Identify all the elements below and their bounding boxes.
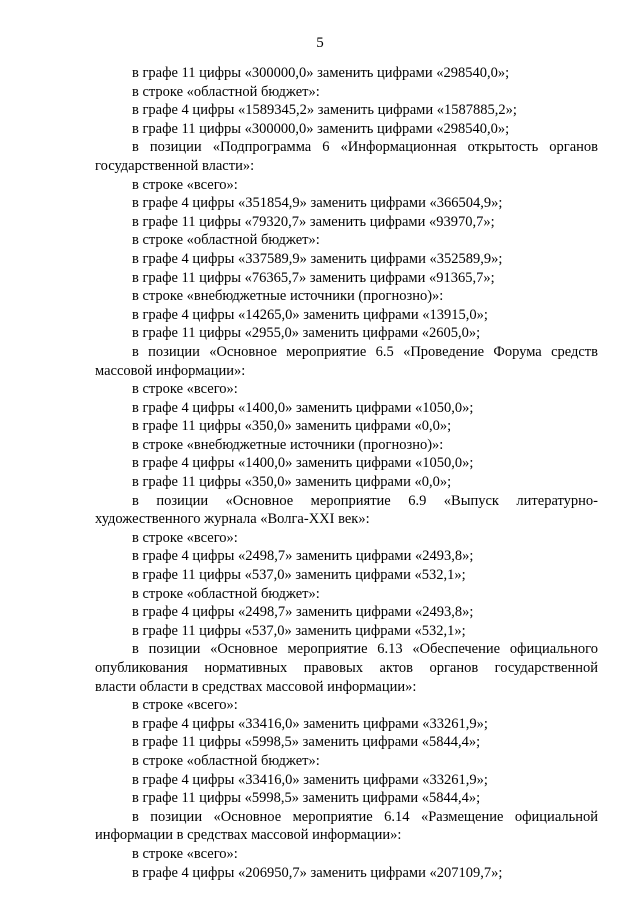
document-body xyxy=(95,64,598,882)
text-line: в строке «всего»: xyxy=(132,176,238,193)
text-line: в графе 4 цифры «2498,7» заменить цифрами «2493,8»; xyxy=(132,548,474,565)
text-line: в графе 4 цифры «206950,7» заменить цифрами «207109,7»; xyxy=(132,864,503,881)
text-line: в графе 4 цифры «2498,7» заменить цифрами «2493,8»; xyxy=(132,604,474,621)
text-line: информации в средствах массовой информации»: xyxy=(95,827,402,844)
text-line: в позиции «Подпрограмма 6 «Информационная открытость органов xyxy=(132,139,598,156)
text-line: в графе 4 цифры «14265,0» заменить цифрами «13915,0»; xyxy=(132,306,488,323)
text-line: в графе 11 цифры «350,0» заменить цифрами «0,0»; xyxy=(132,418,452,435)
text-line: в строке «внебюджетные источники (прогнозно)»: xyxy=(132,436,444,453)
text-line: в графе 4 цифры «1400,0» заменить цифрами «1050,0»; xyxy=(132,455,474,472)
text-line: в позиции «Основное мероприятие 6.13 «Обеспечение официального xyxy=(132,641,598,658)
text-line: в строке «всего»: xyxy=(132,845,238,862)
text-line: в графе 4 цифры «351854,9» заменить цифрами «366504,9»; xyxy=(132,195,503,212)
text-line: в строке «областной бюджет»: xyxy=(132,585,320,602)
text-line: в строке «областной бюджет»: xyxy=(132,83,320,100)
text-line: в строке «областной бюджет»: xyxy=(132,752,320,769)
text-line: в позиции «Основное мероприятие 6.9 «Выпуск литературно- xyxy=(132,492,598,509)
text-line: в строке «внебюджетные источники (прогнозно)»: xyxy=(132,288,444,305)
text-line: в позиции «Основное мероприятие 6.5 «Проведение Форума средств xyxy=(132,343,598,360)
text-line: власти области в средствах массовой информации»: xyxy=(95,678,417,695)
page-number: 5 xyxy=(316,35,324,51)
text-line: в графе 4 цифры «33416,0» заменить цифрами «33261,9»; xyxy=(132,715,488,732)
text-line: в строке «всего»: xyxy=(132,697,238,714)
text-line: в графе 11 цифры «5998,5» заменить цифрами «5844,4»; xyxy=(132,790,481,807)
text-line: в графе 11 цифры «79320,7» заменить цифрами «93970,7»; xyxy=(132,213,495,230)
text-line: в графе 4 цифры «1589345,2» заменить цифрами «1587885,2»; xyxy=(132,102,517,119)
text-line: в графе 11 цифры «300000,0» заменить цифрами «298540,0»; xyxy=(132,65,510,81)
text-line: в графе 11 цифры «5998,5» заменить цифрами «5844,4»; xyxy=(132,734,481,751)
text-line: в графе 11 цифры «350,0» заменить цифрами «0,0»; xyxy=(132,474,452,491)
text-line: в строке «областной бюджет»: xyxy=(132,232,320,249)
text-line: массовой информации»: xyxy=(95,362,246,379)
text-line: в графе 11 цифры «76365,7» заменить цифрами «91365,7»; xyxy=(132,269,495,286)
text-line: в графе 4 цифры «337589,9» заменить цифрами «352589,9»; xyxy=(132,250,503,267)
text-line: в графе 11 цифры «300000,0» заменить цифрами «298540,0»; xyxy=(132,120,510,137)
text-line: художественного журнала «Волга-XXI век»: xyxy=(95,511,370,528)
text-line: в графе 4 цифры «33416,0» заменить цифрами «33261,9»; xyxy=(132,771,488,788)
text-line: в графе 11 цифры «537,0» заменить цифрами «532,1»; xyxy=(132,622,466,639)
text-line: в графе 11 цифры «537,0» заменить цифрами «532,1»; xyxy=(132,567,466,584)
text-line: в строке «всего»: xyxy=(132,529,238,546)
text-line: в строке «всего»: xyxy=(132,381,238,398)
text-line: государственной власти»: xyxy=(95,157,255,174)
text-line: опубликования нормативных правовых актов органов государственной xyxy=(95,660,598,676)
text-line: в графе 4 цифры «1400,0» заменить цифрами «1050,0»; xyxy=(132,399,474,416)
text-line: в позиции «Основное мероприятие 6.14 «Размещение официальной xyxy=(132,808,598,825)
text-line: в графе 11 цифры «2955,0» заменить цифрами «2605,0»; xyxy=(132,325,481,342)
